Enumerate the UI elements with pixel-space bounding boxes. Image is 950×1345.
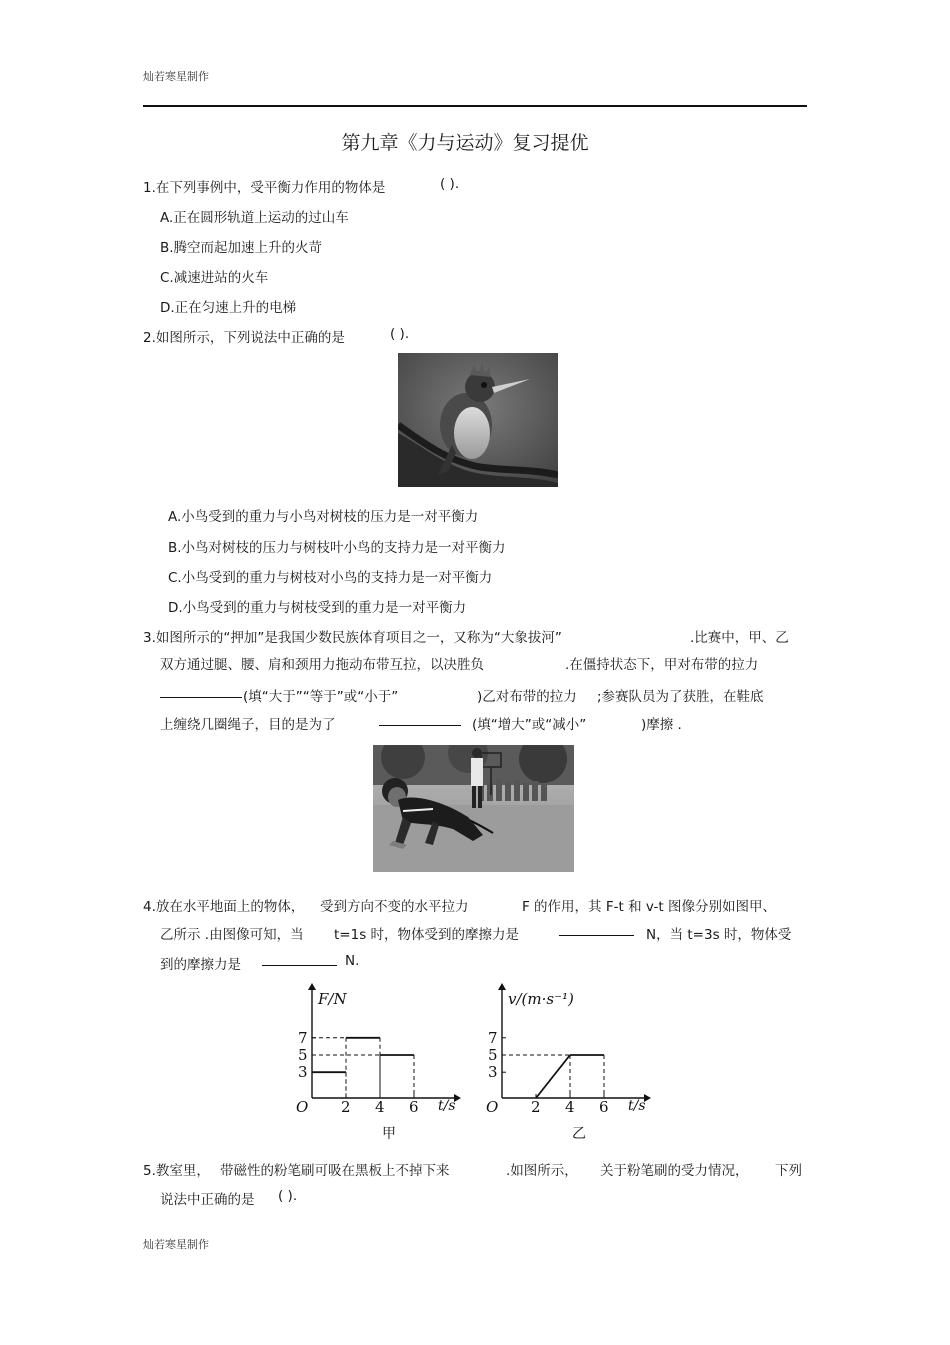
q3-answer-blank-2[interactable] — [379, 711, 461, 726]
q4-line2-a: 乙所示 .由图像可知，当 — [160, 927, 304, 943]
q1-option-d: D.正在匀速上升的电梯 — [160, 300, 297, 316]
q4-answer-blank-1[interactable] — [559, 921, 634, 936]
footer-maker: 灿若寒星制作 — [143, 1238, 209, 1251]
q5-line1-d: 关于粉笔刷的受力情况， — [600, 1163, 749, 1179]
q1-option-a: A.正在圆形轨道上运动的过山车 — [160, 210, 349, 226]
q3-line1-a: 3.如图所示的“押加”是我国少数民族体育项目之一，又称为“大象拔河” — [143, 630, 562, 646]
y-tick-label: 7 — [298, 1028, 308, 1047]
q3-line3-b: )乙对布带的拉力 — [477, 689, 577, 705]
y-axis-arrow — [308, 983, 316, 990]
origin-label: O — [296, 1098, 309, 1116]
q2-option-d: D.小鸟受到的重力与树枝受到的重力是一对平衡力 — [168, 600, 467, 616]
q2-paren: ( ). — [390, 326, 410, 342]
x-tick-label: 2 — [531, 1098, 541, 1116]
q3-line4-c: )摩擦 . — [641, 717, 682, 733]
q2-option-b: B.小鸟对树枝的压力与树枝叶小鸟的支持力是一对平衡力 — [168, 540, 506, 556]
q4-answer-blank-2[interactable] — [262, 951, 337, 966]
q3-line2-a: 双方通过腿、腰、肩和颈用力拖动布带互拉，以决胜负 — [160, 657, 484, 673]
x-tick-label: 4 — [565, 1098, 575, 1116]
x-axis-label: t/s — [438, 1098, 456, 1114]
y-axis-label: v/(m·s⁻¹) — [508, 990, 574, 1008]
q4-line3-a: 到的摩擦力是 — [160, 957, 241, 973]
q5-line1-e: 下列 — [775, 1163, 802, 1179]
header-rule — [143, 105, 807, 107]
y-tick-label: 3 — [488, 1063, 498, 1082]
q2-stem: 2.如图所示，下列说法中正确的是 — [143, 330, 345, 346]
q5-line1-c: .如图所示， — [506, 1163, 578, 1179]
x-tick-label: 2 — [341, 1098, 351, 1116]
page-title: 第九章《力与运动》复习提优 — [341, 132, 589, 154]
q1-paren: ( ). — [440, 176, 460, 192]
q2-option-a: A.小鸟受到的重力与小鸟对树枝的压力是一对平衡力 — [168, 509, 479, 525]
q5-line1-a: 5.教室里， — [143, 1163, 210, 1179]
series-segment — [536, 1055, 570, 1098]
y-tick-label: 7 — [488, 1028, 498, 1047]
x-tick-label: 4 — [375, 1098, 385, 1116]
q4-line2-b: t=1s 时，物体受到的摩擦力是 — [334, 927, 520, 943]
q4-line1-b: 受到方向不变的水平拉力 — [320, 899, 469, 915]
graph-caption: 乙 — [572, 1126, 586, 1142]
x-tick-label: 6 — [599, 1098, 609, 1116]
y-axis-arrow — [498, 983, 506, 990]
q4-line2-c: N，当 t=3s 时，物体受 — [646, 927, 792, 943]
header-maker: 灿若寒星制作 — [143, 70, 209, 83]
q3-line3-c: ;参赛队员为了获胜，在鞋底 — [597, 689, 764, 705]
q3-line2-b: .在僵持状态下，甲对布带的拉力 — [565, 657, 759, 673]
graph-f-t — [290, 978, 490, 1148]
q5-line1-b: 带磁性的粉笔刷可吸在黑板上不掉下来 — [220, 1163, 450, 1179]
q2-option-c: C.小鸟受到的重力与树枝对小鸟的支持力是一对平衡力 — [168, 570, 493, 586]
q5-line2-b: ( ). — [278, 1188, 298, 1204]
kingfisher-photo — [398, 353, 558, 487]
y-tick-label: 3 — [298, 1063, 308, 1082]
tug-of-war-photo — [373, 745, 574, 872]
q1-option-c: C.减速进站的火车 — [160, 270, 269, 286]
x-axis-label: t/s — [628, 1098, 646, 1114]
q1-option-b: B.腾空而起加速上升的火苛 — [160, 240, 323, 256]
origin-label: O — [486, 1098, 499, 1116]
q3-line4-a: 上缠绕几圈绳子，目的是为了 — [160, 717, 336, 733]
q4-line1-a: 4.放在水平地面上的物体， — [143, 899, 305, 915]
graph-caption: 甲 — [382, 1126, 396, 1142]
y-tick-label: 5 — [298, 1046, 308, 1064]
q3-line3-a: (填“大于”“等于”或“小于” — [243, 689, 399, 705]
x-tick-label: 6 — [409, 1098, 419, 1116]
q4-line3-b: N. — [345, 953, 360, 969]
q4-line1-c: F 的作用，其 F-t 和 v-t 图像分别如图甲、 — [522, 899, 776, 915]
q5-line2-a: 说法中正确的是 — [160, 1192, 255, 1208]
q3-line4-b: (填“增大”或“减小” — [472, 717, 587, 733]
q3-answer-blank-1[interactable] — [160, 683, 242, 698]
y-axis-label: F/N — [318, 990, 347, 1008]
y-tick-label: 5 — [488, 1046, 498, 1064]
q3-line1-b: .比赛中，甲、乙 — [690, 630, 789, 646]
q1-stem: 1.在下列事例中，受平衡力作用的物体是 — [143, 180, 386, 196]
graph-v-t — [480, 978, 680, 1148]
